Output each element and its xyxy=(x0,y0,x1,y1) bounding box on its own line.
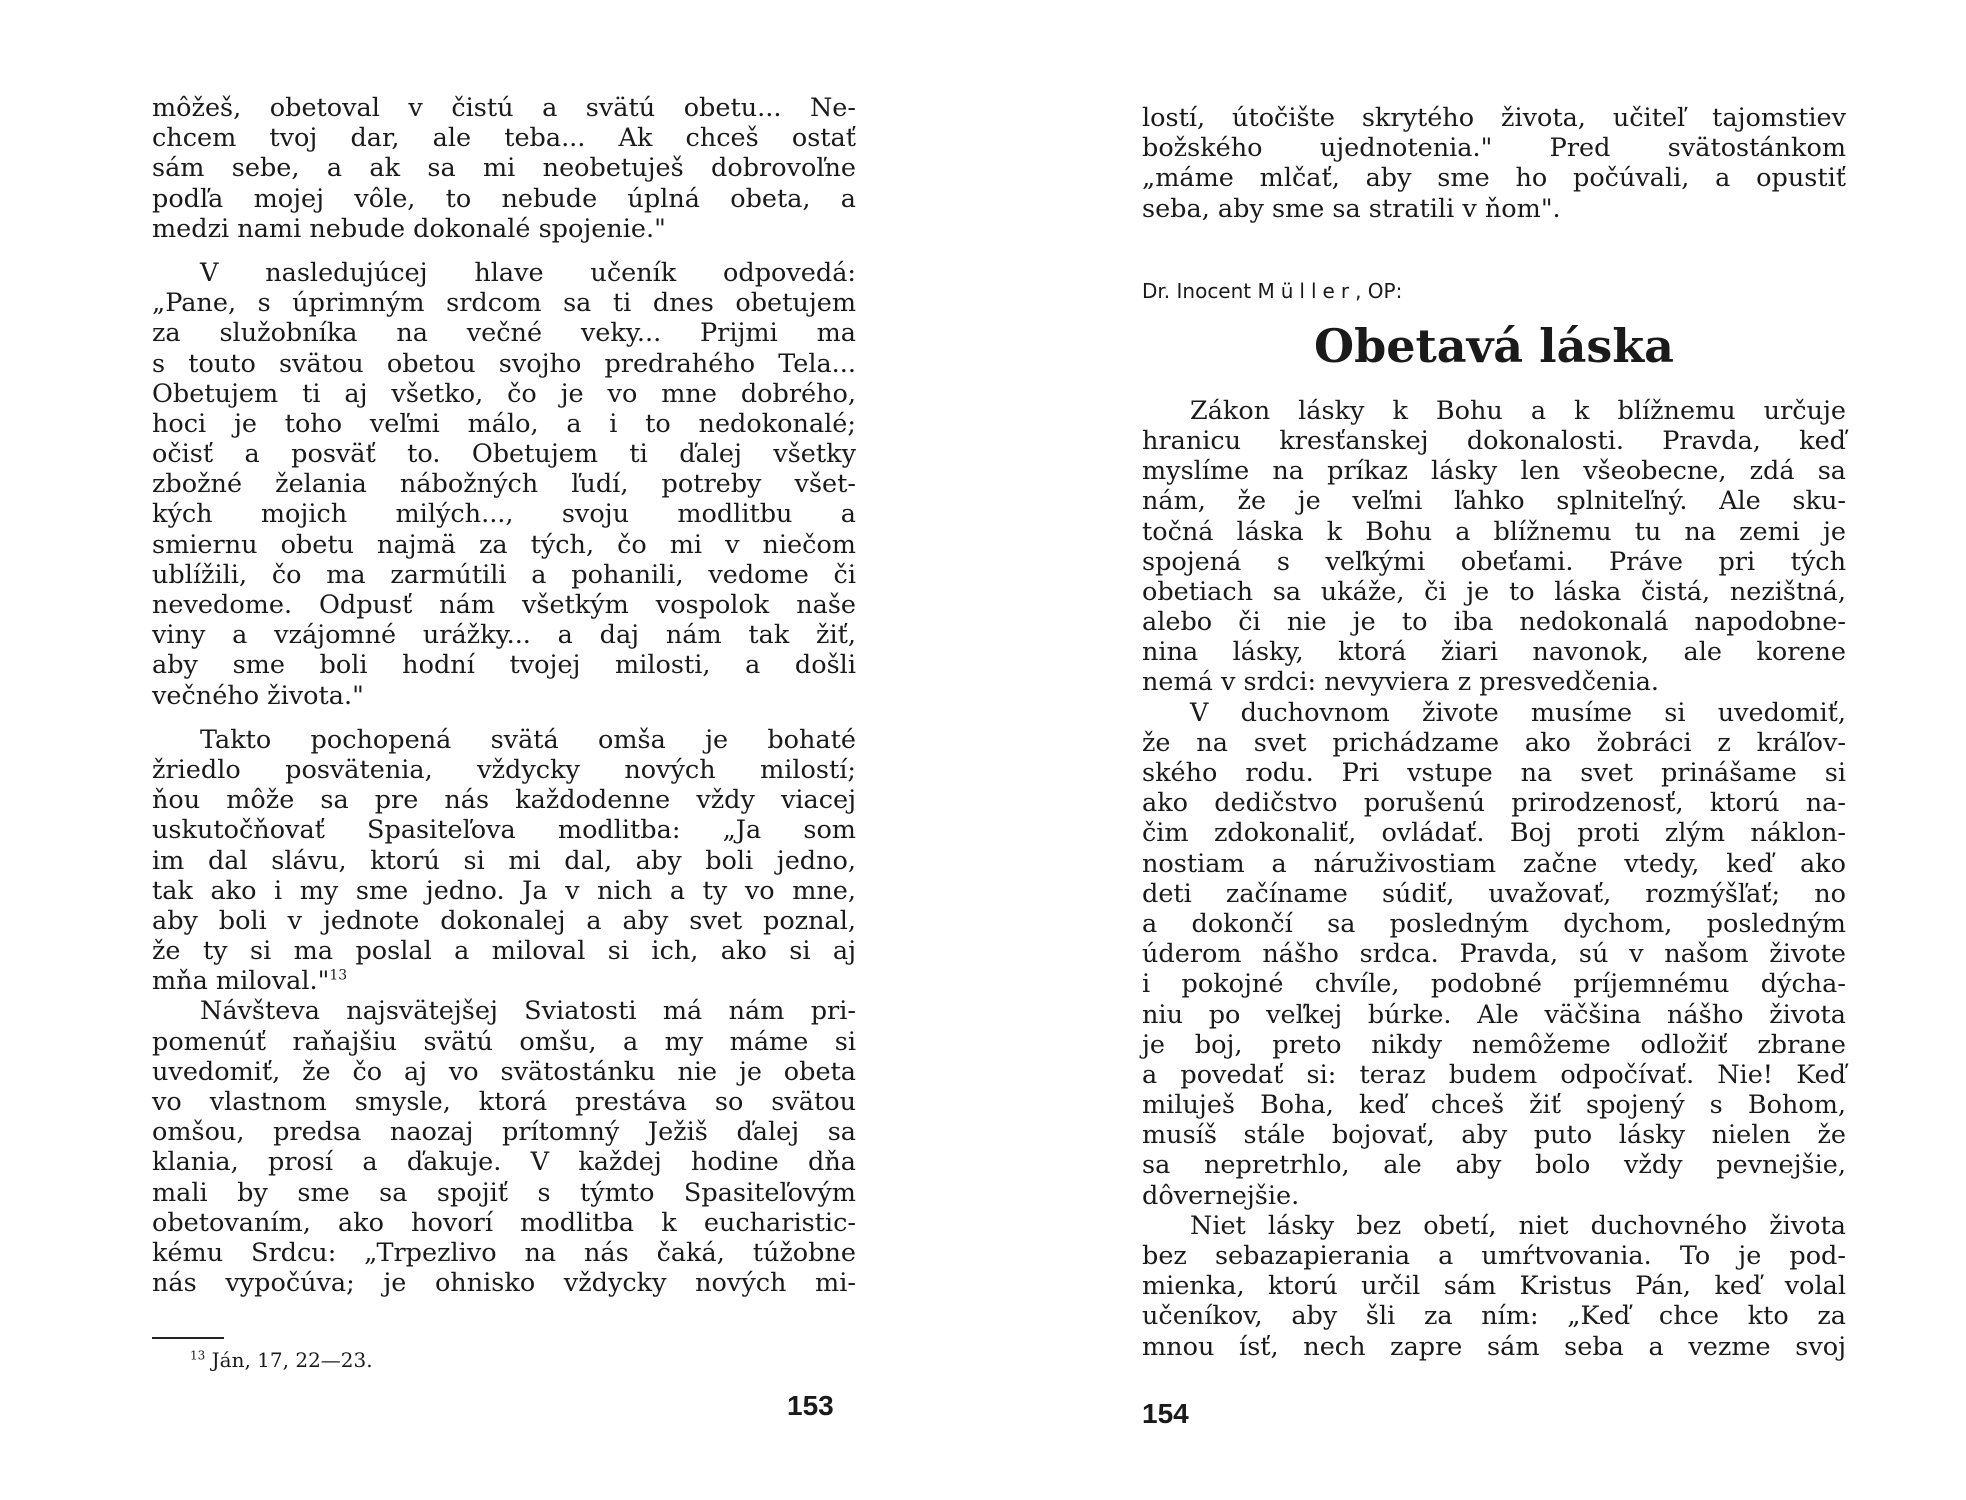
byline-prefix: Dr. Inocent xyxy=(1142,278,1252,303)
text-line: musíš stále bojovať, aby puto lásky nielen že xyxy=(1142,1120,1846,1151)
text-line: deti začíname súdiť, uvažovať, rozmýšľať; no xyxy=(1142,878,1846,909)
text-line: myslíme na príkaz lásky len všeobecne, zdá sa xyxy=(1142,456,1846,487)
text-line: podľa mojej vôle, to nebude úplná obeta, a xyxy=(152,183,856,214)
text-line: niu po veľkej búrke. Ale väčšina nášho života xyxy=(1142,999,1846,1030)
page-number: 154 xyxy=(1142,1398,1189,1429)
text-line: chcem tvoj dar, ale teba... Ak chceš ostať xyxy=(152,123,856,154)
text-line: nás vypočúva; je ohnisko vždycky nových mi- xyxy=(152,1268,856,1299)
footnote xyxy=(190,1348,373,1372)
text-line: ublížili, čo ma zarmútili a pohanili, vedome či xyxy=(152,559,856,590)
text-line: seba, aby sme sa stratili v ňom". xyxy=(1142,193,1561,224)
text-line: aby sme boli hodní tvojej milosti, a došli xyxy=(152,650,856,681)
text-line: obetiach sa ukáže, či je to láska čistá, nezištná, xyxy=(1142,576,1846,607)
text-line: ako dedičstvo porušenú prirodzenosť, ktorú na- xyxy=(1142,788,1846,819)
text-line: a povedať si: teraz budem odpočívať. Nie! Keď xyxy=(1142,1059,1846,1090)
text-line: miluješ Boha, keď chceš žiť spojený s Bohom, xyxy=(1142,1090,1846,1121)
text-line: ňou môže sa pre nás každodenne vždy viacej xyxy=(152,785,856,816)
right-page xyxy=(983,0,1966,1500)
paragraph-first-line: V duchovnom živote musíme si uvedomiť, xyxy=(1190,697,1846,728)
text-line: že ty si ma poslal a miloval si ich, ako si aj xyxy=(152,936,856,967)
text-line: omšou, predsa naozaj prítomný Ježiš ďalej sa xyxy=(152,1117,856,1148)
text-line: viny a vzájomné urážky... a daj nám tak žiť, xyxy=(152,620,856,651)
text-line: a dokončí sa posledným dychom, posledným xyxy=(1142,908,1846,939)
text-line: zbožné želania nábožných ľudí, potreby všet- xyxy=(152,469,856,500)
text-line: bez sebazapierania a umŕtvovania. To je pod- xyxy=(1142,1241,1846,1271)
text-line: žriedlo posvätenia, vždycky nových milostí; xyxy=(152,754,856,785)
text-line: tak ako i my sme jedno. Ja v nich a ty vo mne, xyxy=(152,875,856,906)
text-line: za služobníka na večné veky... Prijmi ma xyxy=(152,318,856,349)
text-line: „máme mlčať, aby sme ho počúvali, a opustiť xyxy=(1142,163,1846,194)
text-line: božského ujednotenia." Pred svätostánkom xyxy=(1142,133,1846,164)
text-line: lostí, útočište skrytého života, učiteľ tajomstiev xyxy=(1142,103,1846,133)
paragraph-first-line: Niet lásky bez obetí, niet duchovného života xyxy=(1190,1210,1846,1241)
text-line: aby boli v jednote dokonalej a aby svet poznal, xyxy=(152,905,856,936)
text-line: Obetujem ti aj všetko, čo je vo mne dobrého, xyxy=(152,378,856,409)
text-line: večného života." xyxy=(152,680,364,711)
text-line: uvedomiť, že čo aj vo svätostánku nie je obeta xyxy=(152,1056,856,1087)
text-line-with-footnote xyxy=(152,966,856,996)
text-line: kému Srdcu: „Trpezlivo na nás čaká, túžobne xyxy=(152,1237,856,1268)
text-line: mali by sme sa spojiť s týmto Spasiteľovým xyxy=(152,1177,856,1208)
text-line: očisť a posväť to. Obetujem ti ďalej všetky xyxy=(152,439,856,470)
paragraph-first-line: Takto pochopená svätá omša je bohaté xyxy=(200,724,856,755)
text-line: im dal slávu, ktorú si mi dal, aby boli jedno, xyxy=(152,845,856,876)
text-line: s touto svätou obetou svojho predrahého Tela... xyxy=(152,348,856,379)
text-line: nám, že je veľmi ľahko splniteľný. Ale sku- xyxy=(1142,486,1846,517)
author-name: Müller xyxy=(1257,278,1356,303)
text-line: uskutočňovať Spasiteľova modlitba: „Ja som xyxy=(152,815,856,846)
text-line: hranicu kresťanskej dokonalosti. Pravda, keď xyxy=(1142,425,1846,456)
text-line: alebo či nie je to iba nedokonalá napodobne- xyxy=(1142,607,1846,638)
right-text-column xyxy=(1142,103,1846,1362)
text-line: je boj, preto nikdy nemôžeme odložiť zbrane xyxy=(1142,1029,1846,1060)
text-line: úderom nášho srdca. Pravda, sú v našom živote xyxy=(1142,939,1846,970)
text-line: pomenúť raňajšiu svätú omšu, a my máme si xyxy=(152,1026,856,1057)
text-line: mnou ísť, nech zapre sám seba a vezme svoj xyxy=(1142,1331,1846,1362)
text-line: kých mojich milých..., svoju modlitbu a xyxy=(152,499,856,530)
footnote-text: Ján, 17, 22—23. xyxy=(211,1348,373,1372)
footnote-divider xyxy=(152,1337,224,1339)
paragraph-first-line: V nasledujúcej hlave učeník odpovedá: xyxy=(200,257,856,288)
footnote-reference: 13 xyxy=(329,967,348,984)
text-line: môžeš, obetoval v čistú a svätú obetu... Ne- xyxy=(152,93,856,123)
text-line: točná láska k Bohu a blížnemu tu na zemi je xyxy=(1142,516,1846,547)
page-number: 153 xyxy=(787,1390,834,1421)
text-line: nostiam a náruživostiam začne vtedy, keď ako xyxy=(1142,848,1846,879)
text-line: nina lásky, ktorá žiari navonok, ale korene xyxy=(1142,637,1846,668)
text-line: dôvernejšie. xyxy=(1142,1180,1300,1211)
footnote-marker: 13 xyxy=(190,1348,206,1363)
text-line: sám sebe, a ak sa mi neobetuješ dobrovoľne xyxy=(152,153,856,184)
text-line: vo vlastnom smysle, ktorá prestáva so svätou xyxy=(152,1087,856,1117)
text-line: sa nepretrhlo, ale aby bolo vždy pevnejšie, xyxy=(1142,1150,1846,1181)
text-line: ského rodu. Pri vstupe na svet prinášame si xyxy=(1142,758,1846,788)
text-line: nemá v srdci: nevyviera z presvedčenia. xyxy=(1142,667,1660,698)
text-line: nevedome. Odpusť nám všetkým vospolok naše xyxy=(152,590,856,620)
text-line: obetovaním, ako hovorí modlitba k eucharistic- xyxy=(152,1207,856,1238)
text-line: klania, prosí a ďakuje. V každej hodine dňa xyxy=(152,1147,856,1178)
text-line: i pokojné chvíle, podobné príjemnému dýcha- xyxy=(1142,969,1846,1000)
left-text-column xyxy=(152,93,856,1298)
author-byline xyxy=(1142,276,1846,304)
text-line: „Pane, s úprimným srdcom sa ti dnes obetujem xyxy=(152,288,856,319)
article-title: Obetavá láska xyxy=(1314,318,1674,373)
byline-suffix: , OP: xyxy=(1355,278,1403,303)
text-line: učeníkov, aby šli za ním: „Keď chce kto za xyxy=(1142,1301,1846,1332)
text-line: spojená s veľkými obeťami. Práve pri tých xyxy=(1142,546,1846,577)
text-line: smiernu obetu najmä za tých, čo mi v niečom xyxy=(152,529,856,560)
text-line: hoci je toho veľmi málo, a i to nedokonalé; xyxy=(152,408,856,439)
text-line: čim zdokonaliť, ovládať. Boj proti zlým náklon- xyxy=(1142,818,1846,849)
text-line: mienka, ktorú určil sám Kristus Pán, keď volal xyxy=(1142,1271,1846,1302)
paragraph-first-line: Návšteva najsvätejšej Sviatosti má nám pri- xyxy=(200,996,856,1027)
text-line: že na svet prichádzame ako žobráci z kráľov- xyxy=(1142,727,1846,758)
text-line: medzi nami nebude dokonalé spojenie." xyxy=(152,213,666,244)
paragraph-first-line: Zákon lásky k Bohu a k blížnemu určuje xyxy=(1190,395,1846,426)
text-line: mňa miloval." xyxy=(152,966,330,997)
